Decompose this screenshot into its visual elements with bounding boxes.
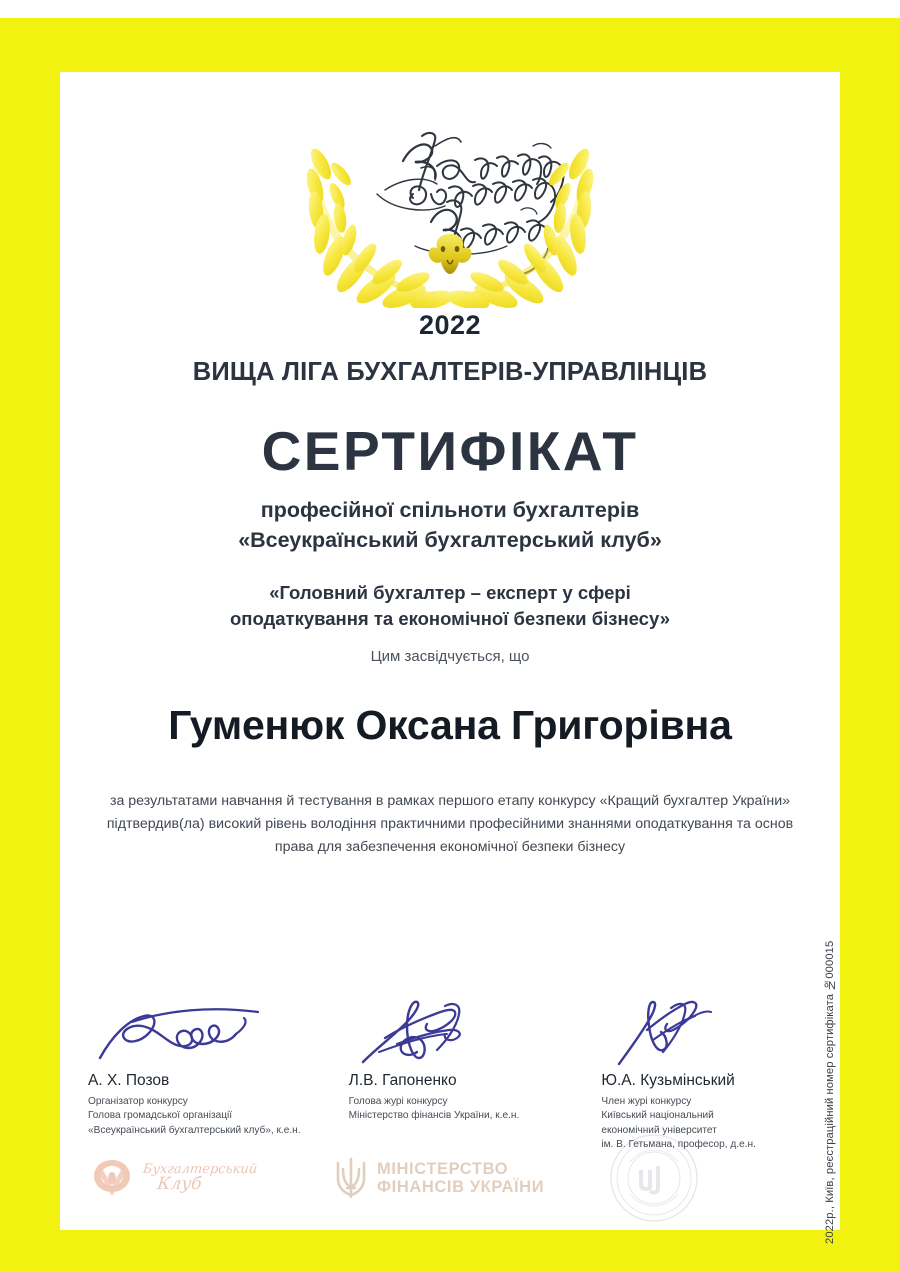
signatory-role-line-2: Київський національний <box>601 1110 714 1122</box>
ministry-text <box>377 1160 544 1197</box>
signature-block-kuzminskyi <box>587 1000 840 1152</box>
signatory-role-line-1: Голова журі конкурсу <box>348 1096 448 1107</box>
footer-logo-row <box>60 1132 840 1224</box>
ministry-line-2: ФІНАНСІВ УКРАЇНИ <box>377 1178 545 1196</box>
community-subtitle <box>60 496 840 555</box>
certificate-paper <box>60 72 840 1244</box>
nomination-title <box>60 580 840 633</box>
league-title: ВИЩА ЛІГА БУХГАЛТЕРІВ-УПРАВЛІНЦІВ <box>192 358 708 386</box>
signatory-role-line-3: економічний університет <box>601 1124 717 1136</box>
attestation-line: Цим засвідчується, що <box>370 648 530 665</box>
award-emblem <box>60 98 840 341</box>
nomination-line-2: оподаткування та економічної безпеки бізнесу» <box>229 608 671 630</box>
signatory-role <box>349 1095 520 1124</box>
handwritten-signature-kuzminskyi-icon <box>601 1000 786 1070</box>
footer-logo-ministry <box>320 1155 566 1201</box>
footer-logo-buh-club <box>60 1156 320 1200</box>
bookkeeper-club-logo-icon <box>88 1156 136 1200</box>
registration-number-vertical: 2022р., Київ, реєстраційний номер сертифіката №000015 <box>824 940 836 1244</box>
signatory-role-line-2: Голова громадської організації <box>88 1110 233 1122</box>
signatory-name: Ю.А. Кузьмінський <box>601 1072 735 1089</box>
recipient-name: Гуменюк Оксана Григорівна <box>168 702 732 748</box>
nomination-line-1: «Головний бухгалтер – експерт у сфері <box>269 582 631 603</box>
kneu-round-seal-icon <box>608 1132 700 1224</box>
bk-script-line-1: Бухгалтерський <box>142 1162 258 1177</box>
footer-logo-kneu <box>566 1132 840 1224</box>
signatory-name: А. Х. Позов <box>88 1072 170 1089</box>
ministry-line-1: МІНІСТЕРСТВО <box>377 1159 509 1178</box>
community-line-2: «Всеукраїнський бухгалтерський клуб» <box>238 527 662 552</box>
signature-row <box>60 1000 840 1152</box>
certificate-body-text: за результатами навчання й тестування в рамках першого етапу конкурсу «Кращий бухгалтер України» підтвердив(ла) високий рівень володіння практичними професійними знаннями оподаткування та основ права для забезпечення економічної безпеки бізнесу <box>106 793 794 855</box>
signatory-role-line-3: «Всеукраїнський бухгалтерський клуб», к.е.н. <box>88 1124 301 1136</box>
award-year: 2022 <box>418 310 482 340</box>
ukraine-trident-icon <box>334 1155 368 1201</box>
signatory-role-line-1: Організатор конкурсу <box>88 1096 188 1107</box>
signatory-role-line-4: ім. В. Гетьмана, професор, д.е.н. <box>601 1138 756 1150</box>
bookkeeper-club-script <box>140 1163 257 1193</box>
signatory-name: Л.В. Гапоненко <box>348 1072 457 1089</box>
bull-head-icon <box>428 234 471 274</box>
signature-block-pozov <box>60 1000 327 1152</box>
signatory-role-line-2: Міністерство фінансів України, к.е.н. <box>348 1110 520 1122</box>
handwritten-signature-pozov-icon <box>88 1000 273 1070</box>
bk-script-line-2: Клуб <box>156 1174 203 1194</box>
signature-block-haponenko <box>327 1000 588 1152</box>
handwritten-signature-haponenko-icon <box>349 1000 534 1070</box>
signatory-role-line-1: Член журі конкурсу <box>601 1096 692 1107</box>
community-line-1: професійної спільноти бухгалтерів <box>260 498 640 522</box>
page-title: СЕРТИФІКАТ <box>261 420 639 482</box>
laurel-wreath-icon <box>285 98 615 308</box>
